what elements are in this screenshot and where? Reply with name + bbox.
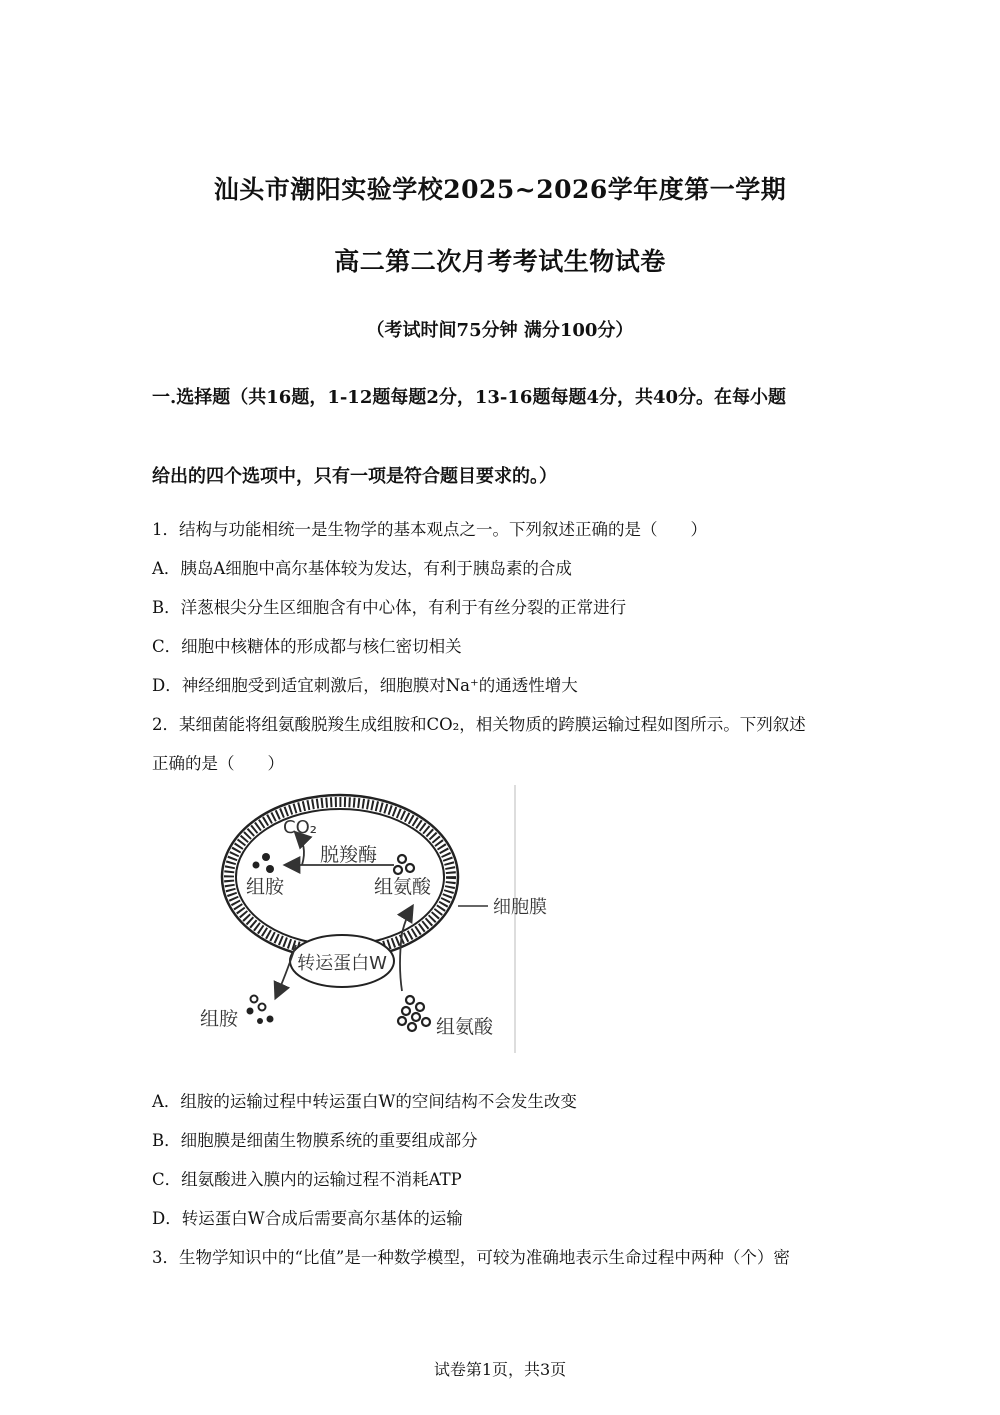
question-2-stem-line2: 正确的是（ ） <box>152 754 284 773</box>
section-heading-line2: 给出的四个选项中，只有一项是符合题目要求的。） <box>152 466 557 487</box>
exam-title-line1: 汕头市潮阳实验学校2025~2026学年度第一学期 <box>213 175 787 204</box>
histamine-outside-label: 组胺 <box>200 1008 239 1030</box>
co2-label: CO₂ <box>283 817 317 838</box>
question-2-option-a: A．组胺的运输过程中转运蛋白W的空间结构不会发生改变 <box>152 1092 577 1111</box>
page-footer: 试卷第1页，共3页 <box>433 1360 567 1379</box>
section-heading-line1: 一.选择题（共16题，1-12题每题2分，13-16题每题4分，共40分。在每小题 <box>152 387 787 408</box>
enzyme-label: 脱羧酶 <box>320 844 378 866</box>
histidine-inside-molecules <box>394 855 414 874</box>
histidine-import-arrow <box>400 907 412 991</box>
question-1-option-b: B．洋葱根尖分生区细胞含有中心体，有利于有丝分裂的正常进行 <box>152 598 627 617</box>
question-2-option-b: B．细胞膜是细菌生物膜系统的重要组成部分 <box>152 1131 478 1150</box>
membrane-label: 细胞膜 <box>493 897 547 918</box>
transport-diagram <box>190 785 547 1055</box>
exam-title-line2: 高二第二次月考考试生物试卷 <box>334 247 666 276</box>
histamine-outside-molecules <box>247 996 274 1025</box>
question-1-stem: 1．结构与功能相统一是生物学的基本观点之一。下列叙述正确的是（ ） <box>152 520 707 539</box>
question-2-option-d: D．转运蛋白W合成后需要高尔基体的运输 <box>152 1209 463 1228</box>
transporter-w-label: 转运蛋白W <box>297 953 387 974</box>
question-1-option-c: C．细胞中核糖体的形成都与核仁密切相关 <box>152 637 462 656</box>
histamine-inside-molecules <box>253 853 275 873</box>
question-3-stem-line1: 3．生物学知识中的“比值”是一种数学模型，可较为准确地表示生命过程中两种（个）密 <box>152 1248 790 1267</box>
histidine-inside-label: 组氨酸 <box>374 876 432 898</box>
question-1-option-a: A．胰岛A细胞中高尔基体较为发达，有利于胰岛素的合成 <box>152 559 572 578</box>
histidine-outside-label: 组氨酸 <box>436 1016 494 1038</box>
histamine-inside-label: 组胺 <box>246 876 285 898</box>
histidine-outside-molecules <box>398 996 430 1031</box>
question-2-stem-line1: 2．某细菌能将组氨酸脱羧生成组胺和CO₂，相关物质的跨膜运输过程如图所示。下列叙述 <box>152 715 806 734</box>
exam-info: （考试时间75分钟 满分100分） <box>366 320 634 341</box>
question-1-option-d: D．神经细胞受到适宜刺激后，细胞膜对Na⁺的通透性增大 <box>152 676 578 695</box>
question-2-option-c: C．组氨酸进入膜内的运输过程不消耗ATP <box>152 1170 462 1189</box>
